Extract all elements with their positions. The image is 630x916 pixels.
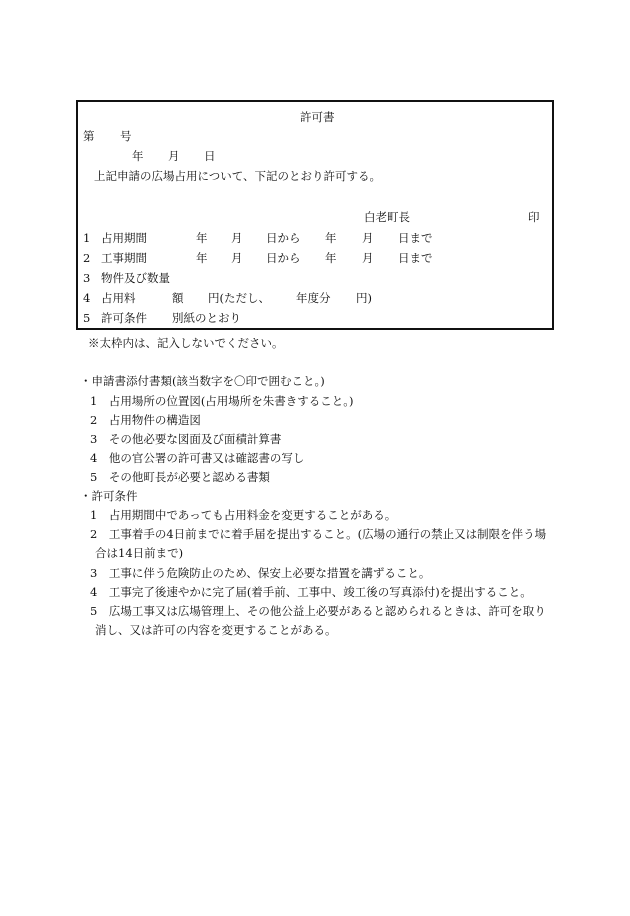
list-item: 1 占用期間中であっても占用料金を変更することがある。 [90, 508, 397, 522]
list-item: 3 その他必要な図面及び面積計算書 [90, 432, 282, 446]
list-item: 3 工事に伴う危険防止のため、保安上必要な措置を講ずること。 [90, 566, 431, 580]
field-day-from: 日から [266, 231, 301, 245]
item-number: 4 [83, 291, 91, 305]
seal-mark: 印 [528, 210, 540, 224]
field-year: 年 [325, 231, 337, 245]
permit-title: 許可書 [300, 110, 335, 124]
item-label: 物件及び数量 [101, 271, 170, 285]
field-day-from: 日から [266, 251, 301, 265]
list-item: 1 占用場所の位置図(占用場所を朱書きすること。) [90, 394, 354, 408]
body-text: 上記申請の広場占用について、下記のとおり許可する。 [94, 169, 382, 183]
field-year: 年 [196, 231, 208, 245]
list-item: 2 占用物件の構造図 [90, 413, 201, 427]
date-day: 日 [204, 149, 216, 163]
number-prefix: 第 [83, 129, 95, 143]
list-item: 4 他の官公署の許可書又は確認書の写し [90, 451, 305, 465]
field-amount: 額 [172, 291, 184, 305]
field-yen-close: 円) [356, 291, 372, 305]
item-number: 5 [83, 311, 91, 325]
field-fiscal-year: 年度分 [296, 291, 331, 305]
field-day-until: 日まで [398, 251, 433, 265]
number-suffix: 号 [120, 129, 132, 143]
item-label: 工事期間 [101, 251, 147, 265]
list-item: 2 工事着手の4日前までに着手届を提出すること。(広場の通行の禁止又は制限を伴う場 [90, 527, 547, 541]
field-year: 年 [196, 251, 208, 265]
field-month: 月 [231, 231, 243, 245]
permit-box [76, 100, 554, 330]
item-number: 2 [83, 251, 91, 265]
field-day-until: 日まで [398, 231, 433, 245]
list-item-continued: 消し、又は許可の内容を変更することがある。 [95, 623, 337, 637]
field-year: 年 [325, 251, 337, 265]
item-label: 許可条件 [101, 311, 147, 325]
item-number: 1 [83, 231, 91, 245]
field-month: 月 [231, 251, 243, 265]
box-note: ※太枠内は、記入しないでください。 [88, 336, 284, 350]
field-see-attached: 別紙のとおり [172, 311, 241, 325]
item-label: 占用料 [101, 291, 136, 305]
field-month: 月 [362, 231, 374, 245]
conditions-heading: ・許可条件 [80, 489, 138, 503]
list-item-continued: 合は14日前まで) [95, 546, 184, 560]
date-year: 年 [132, 149, 144, 163]
issuer: 白老町長 [364, 210, 410, 224]
field-month: 月 [362, 251, 374, 265]
list-item: 5 広場工事又は広場管理上、その他公益上必要があると認められるときは、許可を取り [90, 604, 546, 618]
item-number: 3 [83, 271, 91, 285]
list-item: 4 工事完了後速やかに完了届(着手前、工事中、竣工後の写真添付)を提出すること。 [90, 585, 532, 599]
item-label: 占用期間 [101, 231, 147, 245]
list-item: 5 その他町長が必要と認める書類 [90, 470, 270, 484]
attachments-heading: ・申請書添付書類(該当数字を〇印で囲むこと。) [80, 374, 325, 388]
date-month: 月 [168, 149, 180, 163]
field-yen-note: 円(ただし、 [208, 291, 270, 305]
